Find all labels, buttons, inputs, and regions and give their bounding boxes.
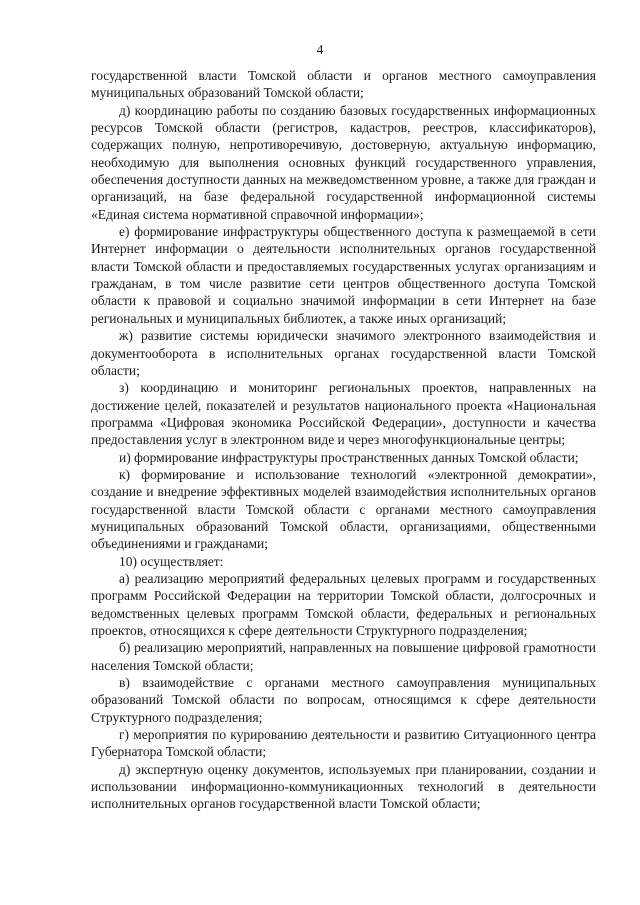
paragraph-item-e: е) формирование инфраструктуры общественного доступа к размещаемой в сети Интернет информации о деятельности исполнительных органов государственной власти Томской области и предоставляемых государственных услугах организациям и гражданам, в том числе развитие сети центров общественного доступа Томской области к правовой и социально значимой информации в сети Интернет на базе региональных и муниципальных библиотек, а также иных организаций;: [91, 224, 596, 326]
paragraph-item-z: з) координацию и мониторинг региональных проектов, направленных на достижение целей, показателей и результатов национального проекта «Национальная программа «Цифровая экономика Российской Федерации», доступности и качества предоставления услуг в электронном виде и через многофункциональные центры;: [91, 380, 596, 448]
paragraph-item-g: г) мероприятия по курированию деятельности и развитию Ситуационного центра Губернатора Томской области;: [91, 727, 596, 760]
paragraph-item-i: и) формирование инфраструктуры пространственных данных Томской области;: [119, 449, 579, 465]
paragraph-item-d: д) координацию работы по созданию базовых государственных информационных ресурсов Томской области (регистров, кадастров, реестров, классификаторов), содержащих полную, непротиворечивую, достоверную, актуальную информацию, необходимую для выполнения основных функций государственного управления, обеспечения доступности данных на межведомственном уровне, а также для граждан и организаций, на базе федеральной государственной информационной системы «Единая система нормативной справочной информации»;: [91, 102, 596, 222]
paragraph-item-d2: д) экспертную оценку документов, используемых при планировании, создании и использовании информационно-коммуникационных технологий в деятельности исполнительных органов государственной власти Томской области;: [91, 761, 596, 812]
paragraph-item-v: в) взаимодействие с органами местного самоуправления муниципальных образований Томской области по вопросам, относящимся к сфере деятельности Структурного подразделения;: [91, 675, 596, 725]
paragraph-item-a: а) реализацию мероприятий федеральных целевых программ и государственных программ Российской Федерации на территории Томской области, долгосрочных и ведомственных целевых программ Томской области, федеральных и региональных проектов, относящихся к сфере деятельности Структурного подразделения;: [91, 570, 596, 638]
document-body: [91, 67, 596, 813]
paragraph-item-k: к) формирование и использование технологий «электронной демократии», создание и внедрение эффективных моделей взаимодействия исполнительных органов государственной власти Томской области с органами местного самоуправления муниципальных образований Томской области, организациями, общественными объединениями и гражданами;: [91, 466, 596, 552]
page-number: 4: [316, 42, 324, 57]
paragraph-continuation: государственной власти Томской области и органов местного самоуправления муниципальных образований Томской области;: [91, 68, 596, 101]
paragraph-item-zh: ж) развитие системы юридически значимого электронного взаимодействия и документооборота в исполнительных органах государственной власти Томской области;: [91, 328, 596, 378]
paragraph-section-10: 10) осуществляет:: [119, 553, 224, 569]
paragraph-item-b: б) реализацию мероприятий, направленных на повышение цифровой грамотности населения Томской области;: [91, 640, 596, 673]
